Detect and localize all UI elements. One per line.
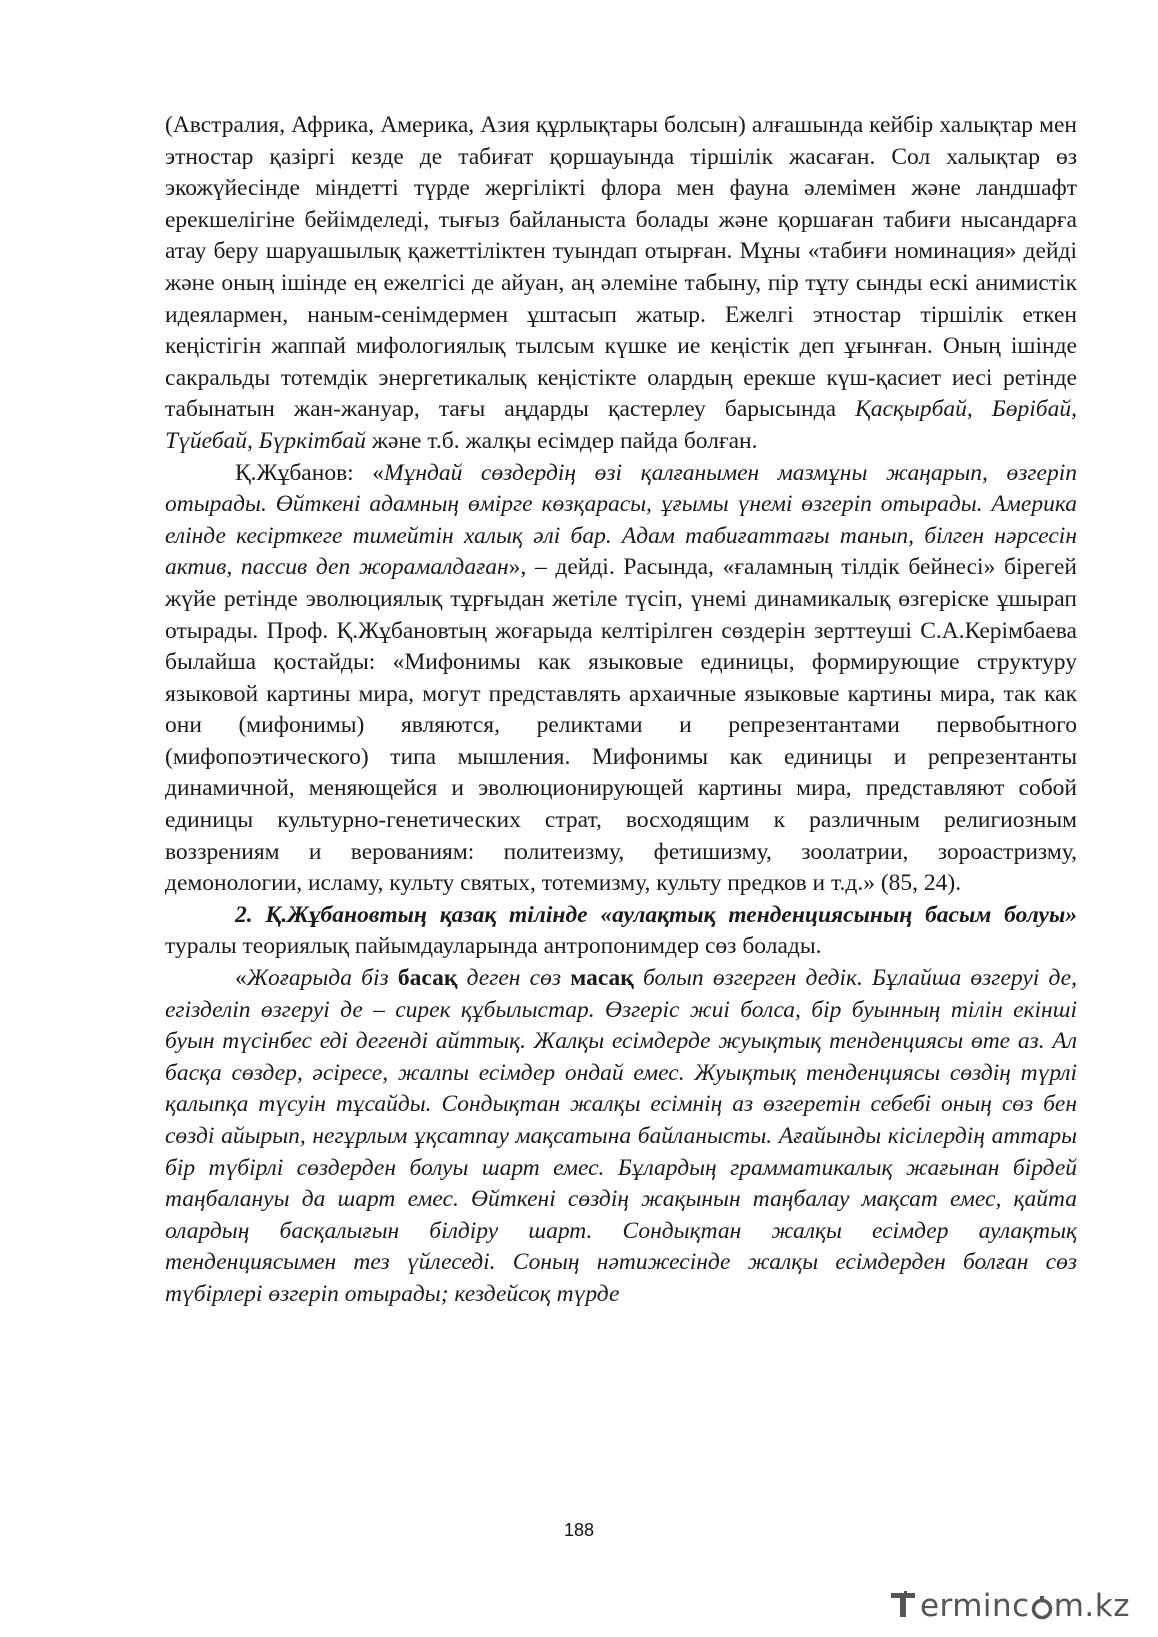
watermark-t-icon [891, 1591, 919, 1619]
watermark-text-1: erminc [919, 1588, 1030, 1624]
text-run: Қ.Жұбанов: « [235, 459, 384, 486]
text-run: (Австралия, Африка, Америка, Азия құрлықтары болсын) алғашында кейбір халықтар мен этностар қазіргі кезде де табиғат қоршауында тіршілік жасаған. Сол халықтар өз экожүйесінде міндетті түрде жергілікті флора мен фауна әлемімен және ландшафт ерекшелігіне бейімделеді, тығыз байланыста болады және қоршаған табиғи нысандарға атау беру шаруашылық қажеттіліктен туындап отырған. Мұны «табиғи номинация» дейді және оның ішінде ең ежелгісі де айуан, аң әлеміне табыну, пір тұту сынды ескі анимистік идеялармен, наным-сенімдермен ұштасып жатыр. Ежелгі этностар тіршілік еткен кеңістігін жаппай мифологиялық тылсым күшке ие кеңістік деп ұғынған. Оның ішінде сакральды тотемдік энергетикалық кеңістікте олардың ерекше күш-қасиет иесі ретінде табынатын жан-жануар, тағы аңдарды қастерлеу барысында [165, 112, 1077, 423]
watermark-o-icon [1031, 1596, 1053, 1620]
body-paragraph [165, 963, 1077, 1311]
page-body [165, 110, 1077, 1311]
bold-italic-text: 2. Қ.Жұбановтың қазақ тілінде «аулақтық тенденциясының басым болуы» [235, 901, 1077, 928]
italic-text: болып өзгерген дедік. Бұлайша өзгеруі де, егізделіп өзгеруі де – сирек құбылыстар. Өзгеріс жиі болса, бір буынның тілін екінші буын түсінбес еді дегенді айттық. Жалқы есімдерде жуықтық тенденциясы өте аз. Ал басқа сөздер, әсіресе, жалпы есімдер ондай емес. Жуықтық тенденциясы сөздің түрлі қалыпқа түсуін тұсайды. Сондықтан жалқы есімнің аз өзгеретін себебі оның сөз бен сөзді айырып, негұрлым ұқсатпау мақсатына байланысты. Ағайынды кісілердің аттары бір түбірлі сөздерден болуы шарт емес. Бұлардың грамматикалық жағынан бірдей таңбалануы да шарт емес. Өйткені сөздің жақынын таңбалау мақсат емес, қайта олардың басқалығын білдіру шарт. Сондықтан жалқы есімдер аулақтық тенденциясымен тез үйлеседі. Соның нәтижесінде жалқы есімдерден болған сөз түбірлері өзгеріп отырады; кездейсоқ түрде [165, 965, 1077, 1307]
text-run: », – дейді. Расында, «ғаламның тілдік бейнесі» бірегей жүйе ретінде эволюциялық тұрғыдан жетіле түсіп, үнемі динамикалық өзгеріске ұшырап отырады. Проф. Қ.Жұбановтың жоғарыда келтірілген сөздерін зерттеуші С.А.Керімбаева былайша қостайды: «Мифонимы как языковые единицы, формирующие структуру языковой картины мира, могут представлять архаичные языковые картины мира, так как они (мифонимы) являются, реликтами и репрезентантами первобытного (мифопоэтического) типа мышления. Мифонимы как единицы и репрезентанты динамичной, меняющейся и эволюционирующей картины мира, представляют собой единицы культурно-генетических страт, восходящим к различным религиозным воззрениям и верованиям: политеизму, фетишизму, зоолатрии, зороастризму, демонологии, исламу, культу святых, тотемизму, культу предков и т.д.» (85, 24). [165, 554, 1077, 897]
body-paragraph [165, 458, 1077, 900]
italic-text: Мұндай сөздердің өзі қалғанымен мазмұны жаңарып, өзгеріп отырады. Өйткені адамның өмірге көзқарасы, ұғымы үнемі өзгеріп отырады. Америка елінде кесірткеге тимейтін халық әлі бар. Адам табиғаттағы танып, білген нәрсесін актив, пассив деп жорамалдаған [165, 459, 1077, 581]
italic-text: Қасқырбай, Бөрібай, Түйебай, Бүркітбай [165, 396, 1077, 454]
text-run: және т.б. жалқы есімдер пайда болған. [365, 427, 758, 454]
text-run: туралы теориялық пайымдауларында антропонимдер сөз болады. [165, 933, 822, 960]
page-number: 188 [563, 1520, 595, 1540]
italic-text: деген сөз [457, 965, 571, 992]
bold-text: масақ [570, 965, 634, 992]
watermark-text-2: m.kz [1053, 1588, 1130, 1624]
body-paragraph [165, 900, 1077, 963]
italic-text: Жоғарыда біз [246, 965, 398, 992]
bold-text: басақ [397, 965, 458, 992]
site-watermark-logo [891, 1588, 1130, 1628]
text-run: « [235, 965, 247, 992]
body-paragraph [165, 110, 1077, 458]
